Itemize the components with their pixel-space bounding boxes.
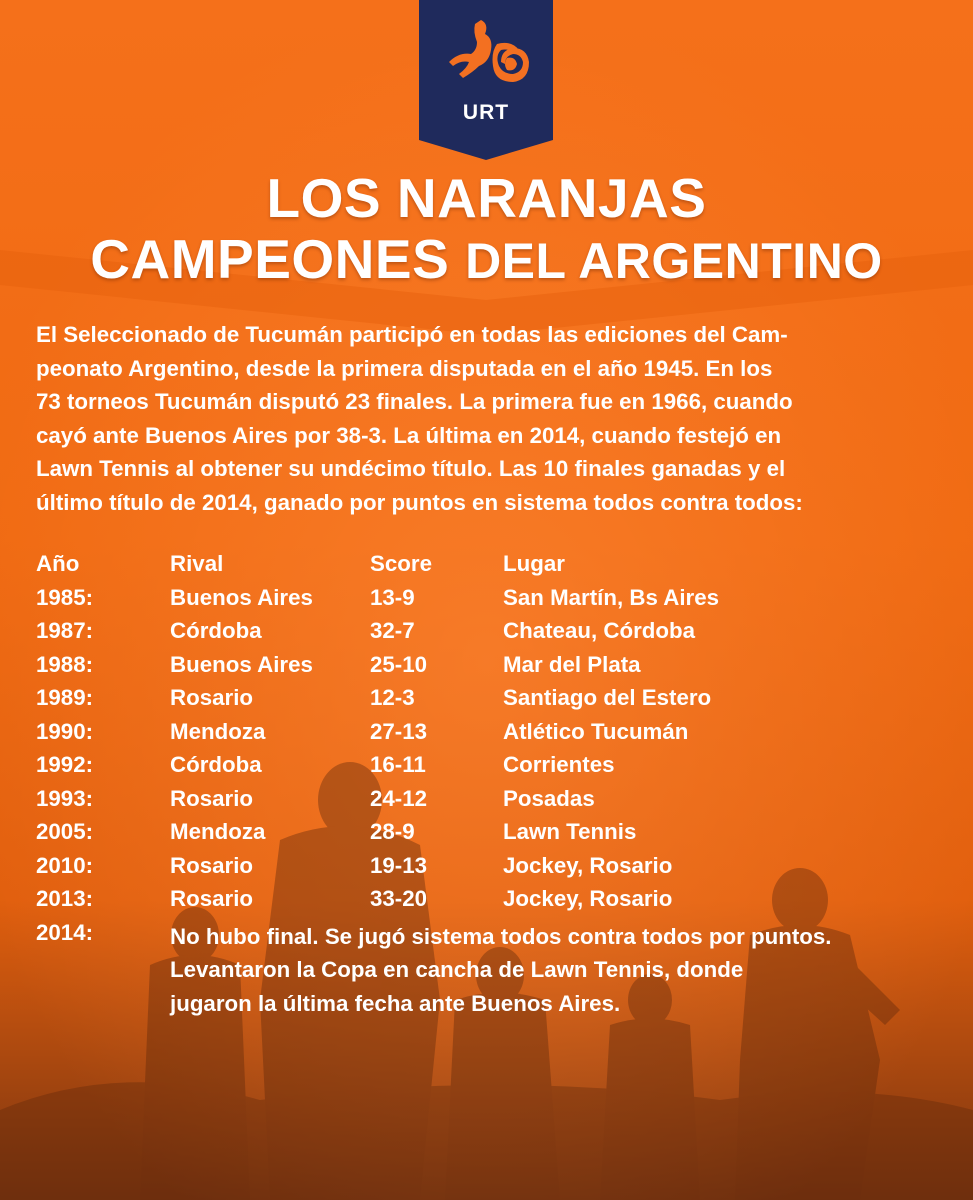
header-year: Año	[36, 551, 80, 576]
table-row	[36, 719, 941, 753]
row-place: Lawn Tennis	[503, 819, 637, 844]
row-rival: Buenos Aires	[170, 651, 313, 677]
badge-label: URT	[462, 101, 510, 124]
table-row	[36, 685, 941, 719]
intro-line: peonato Argentino, desde la primera disputada en el año 1945. En los	[36, 355, 773, 381]
row-score: 25-10	[370, 651, 428, 677]
note-line: No hubo final. Se jugó sistema todos contra todos por puntos.	[170, 923, 832, 949]
row-rival: Rosario	[170, 886, 254, 911]
table-row	[36, 618, 941, 652]
row-score: 24-12	[370, 785, 428, 811]
row-place: Santiago del Estero	[503, 685, 712, 710]
intro-line: cayó ante Buenos Aires por 38-3. La última en 2014, cuando festejó en	[36, 422, 782, 448]
row-place: Chateau, Córdoba	[503, 618, 696, 643]
table-header	[36, 551, 941, 585]
row-score: 16-11	[370, 752, 426, 777]
table-row	[36, 585, 941, 619]
row-year: 1993:	[36, 785, 94, 811]
row-score: 28-9	[370, 819, 415, 844]
row-place: Jockey, Rosario	[503, 886, 673, 911]
header-rival: Rival	[170, 551, 224, 576]
table-row	[36, 819, 941, 853]
row-rival: Rosario	[170, 685, 254, 710]
header-score: Score	[370, 551, 432, 576]
table-row	[36, 752, 941, 786]
row-rival: Mendoza	[170, 718, 266, 744]
row-place: San Martín, Bs Aires	[503, 584, 720, 610]
row-year: 2013:	[36, 886, 94, 911]
row-year: 1989:	[36, 685, 94, 710]
intro-line: último título de 2014, ganado por puntos en sistema todos contra todos:	[36, 489, 803, 515]
note-line: jugaron la última fecha ante Buenos Aires.	[170, 990, 621, 1016]
title-line-2	[0, 227, 973, 291]
intro-line: Lawn Tennis al obtener su undécimo título. Las 10 finales ganadas y el	[36, 456, 786, 482]
row-place: Corrientes	[503, 752, 615, 777]
row-year: 2010:	[36, 852, 94, 878]
row-rival: Córdoba	[170, 618, 262, 643]
table-row	[36, 886, 941, 920]
row-year: 1992:	[36, 752, 94, 777]
table-row	[36, 853, 941, 887]
table-row-2014	[36, 919, 941, 1016]
title-campeones: CAMPEONES	[90, 228, 450, 290]
intro-paragraph	[36, 318, 941, 520]
row-score: 27-13	[370, 718, 428, 744]
finals-table	[36, 551, 941, 1016]
intro-line: El Seleccionado de Tucumán participó en todas las ediciones del Cam-	[36, 322, 788, 347]
note-line: Levantaron la Copa en cancha de Lawn Tennis, donde	[170, 957, 744, 982]
row-year: 1988:	[36, 651, 94, 677]
row-score: 12-3	[370, 685, 415, 710]
row-rival: Córdoba	[170, 752, 262, 777]
title-line-1: LOS NARANJAS	[266, 167, 707, 229]
table-row	[36, 652, 941, 686]
row-place: Jockey, Rosario	[503, 852, 673, 878]
urt-badge	[419, 0, 553, 160]
row-place: Posadas	[503, 785, 595, 811]
row-rival: Rosario	[170, 785, 254, 811]
row-place: Atlético Tucumán	[503, 718, 689, 744]
row-year: 2014:	[36, 919, 94, 945]
row-score: 13-9	[370, 584, 415, 610]
badge-shape	[419, 0, 553, 160]
intro-line: 73 torneos Tucumán disputó 23 finales. La primera fue en 1966, cuando	[36, 389, 793, 415]
row-year: 1990:	[36, 718, 94, 744]
header-place: Lugar	[503, 551, 565, 576]
row-year: 1985:	[36, 584, 94, 610]
row-year: 2005:	[36, 819, 94, 844]
note-2014	[170, 920, 831, 1021]
row-score: 33-20	[370, 886, 428, 911]
row-place: Mar del Plata	[503, 651, 641, 677]
row-rival: Mendoza	[170, 819, 266, 844]
row-rival: Rosario	[170, 852, 254, 878]
row-year: 1987:	[36, 618, 94, 643]
row-rival: Buenos Aires	[170, 584, 313, 610]
row-score: 19-13	[370, 852, 428, 878]
title-del-argentino: DEL ARGENTINO	[465, 233, 883, 289]
table-row	[36, 786, 941, 820]
row-score: 32-7	[370, 618, 415, 643]
